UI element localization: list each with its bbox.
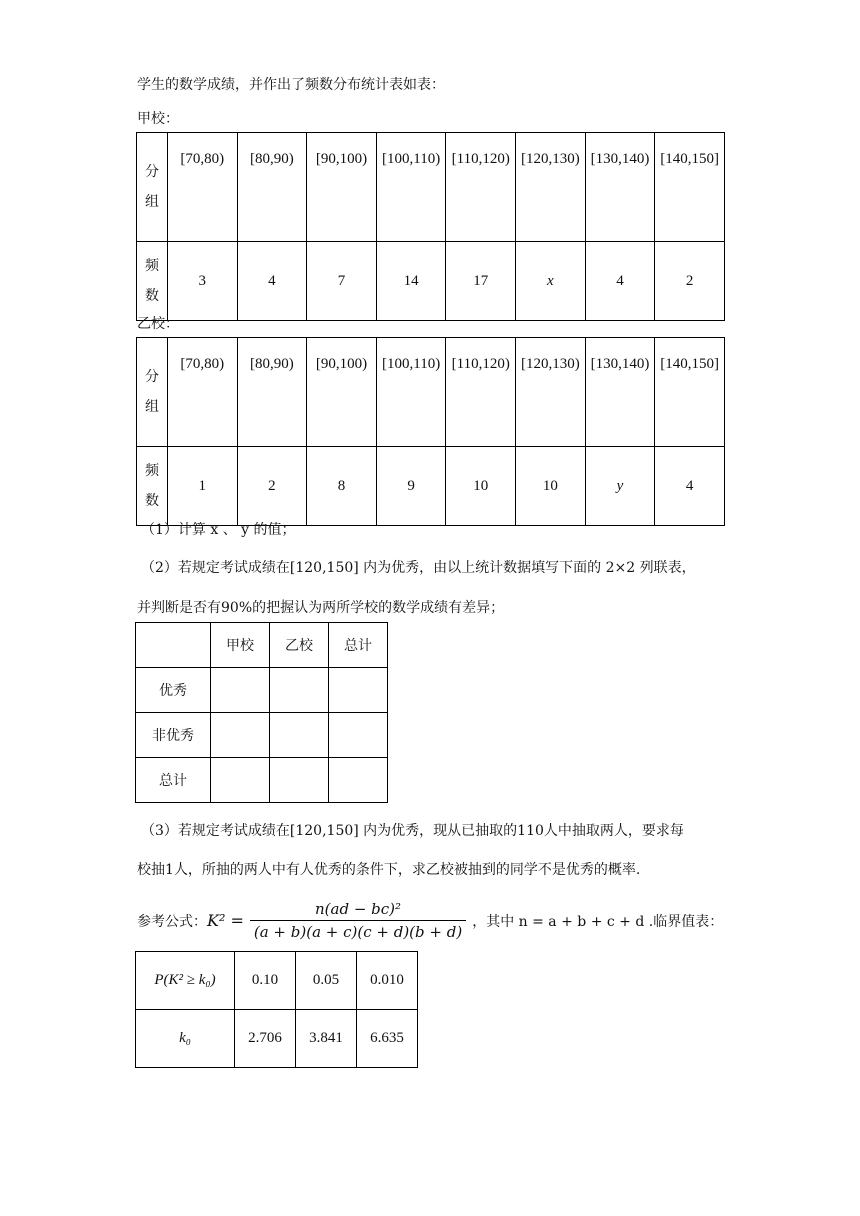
question-3-line-2: 校抽1人，所抽的两人中有人优秀的条件下，求乙校被抽到的同学不是优秀的概率. — [137, 862, 641, 878]
frequency-cell: 4 — [237, 242, 307, 321]
frequency-row-label: 频 数 — [137, 242, 168, 321]
contingency-table — [135, 622, 388, 803]
contingency-header-cell — [136, 623, 211, 668]
contingency-header-cell: 总计 — [329, 623, 388, 668]
formula-fraction — [250, 900, 466, 941]
question-1: （1）计算 x 、 y 的值； — [141, 522, 296, 538]
formula-denominator: (a + b)(a + c)(c + d)(b + d) — [250, 920, 466, 941]
group-cell: [130,140) — [585, 338, 655, 447]
group-cell: [80,90) — [237, 133, 307, 242]
contingency-header-cell: 乙校 — [270, 623, 329, 668]
frequency-cell: 4 — [655, 447, 725, 526]
contingency-blank-cell — [329, 713, 388, 758]
group-cell: [120,130) — [516, 338, 586, 447]
frequency-cell: 10 — [516, 447, 586, 526]
frequency-cell: 3 — [167, 242, 237, 321]
formula-suffix: ，其中 n = a + b + c + d .临界值表： — [472, 913, 724, 930]
contingency-blank-cell — [270, 668, 329, 713]
intro-text: 学生的数学成绩，并作出了频数分布统计表如表： — [137, 77, 445, 93]
group-row-label: 分 组 — [137, 338, 168, 447]
frequency-cell: 2 — [237, 447, 307, 526]
frequency-cell: 10 — [446, 447, 516, 526]
critical-value-cell: 6.635 — [357, 1010, 418, 1068]
frequency-cell: 17 — [446, 242, 516, 321]
frequency-cell: 4 — [585, 242, 655, 321]
frequency-cell: 9 — [376, 447, 446, 526]
group-cell: [120,130) — [516, 133, 586, 242]
contingency-header-cell: 甲校 — [211, 623, 270, 668]
group-cell: [90,100) — [307, 133, 377, 242]
contingency-blank-cell — [211, 713, 270, 758]
critical-value-cell: 3.841 — [296, 1010, 357, 1068]
contingency-blank-cell — [211, 668, 270, 713]
group-cell: [140,150] — [655, 133, 725, 242]
contingency-blank-cell — [329, 758, 388, 803]
critical-value-table — [135, 951, 418, 1068]
probability-cell: 0.10 — [235, 952, 296, 1010]
frequency-cell: 7 — [307, 242, 377, 321]
question-2-line-2: 并判断是否有90%的把握认为两所学校的数学成绩有差异； — [137, 600, 505, 616]
group-cell: [130,140) — [585, 133, 655, 242]
frequency-cell: 2 — [655, 242, 725, 321]
group-cell: [110,120) — [446, 133, 516, 242]
frequency-cell: 14 — [376, 242, 446, 321]
contingency-blank-cell — [211, 758, 270, 803]
frequency-cell: x — [516, 242, 586, 321]
contingency-row-label: 总计 — [136, 758, 211, 803]
frequency-cell: 1 — [167, 447, 237, 526]
contingency-row-label: 非优秀 — [136, 713, 211, 758]
frequency-cell: 8 — [307, 447, 377, 526]
formula-lhs: K² = — [207, 911, 244, 930]
formula-prefix: 参考公式： — [137, 913, 207, 930]
group-cell: [90,100) — [307, 338, 377, 447]
contingency-row-label: 优秀 — [136, 668, 211, 713]
group-cell: [70,80) — [167, 338, 237, 447]
probability-cell: 0.05 — [296, 952, 357, 1010]
reference-formula — [137, 900, 723, 941]
critical-value-cell: 2.706 — [235, 1010, 296, 1068]
contingency-blank-cell — [329, 668, 388, 713]
probability-cell: 0.010 — [357, 952, 418, 1010]
k0-row-label: k₀ — [136, 1010, 235, 1068]
group-row-label: 分 组 — [137, 133, 168, 242]
frequency-cell: y — [585, 447, 655, 526]
contingency-blank-cell — [270, 713, 329, 758]
group-cell: [100,110) — [376, 338, 446, 447]
contingency-blank-cell — [270, 758, 329, 803]
school-b-label: 乙校： — [137, 316, 179, 332]
school-a-label: 甲校： — [137, 111, 179, 127]
frequency-row-label: 频 数 — [137, 447, 168, 526]
group-cell: [110,120) — [446, 338, 516, 447]
school-b-frequency-table — [136, 337, 725, 526]
group-cell: [80,90) — [237, 338, 307, 447]
group-cell: [70,80) — [167, 133, 237, 242]
probability-row-label: P(K² ≥ k₀) — [136, 952, 235, 1010]
question-2-line-1: （2）若规定考试成绩在[120,150] 内为优秀，由以上统计数据填写下面的 2×2 列联表， — [141, 560, 696, 576]
school-a-frequency-table — [136, 132, 725, 321]
group-cell: [140,150] — [655, 338, 725, 447]
question-3-line-1: （3）若规定考试成绩在[120,150] 内为优秀，现从已抽取的110人中抽取两人，要求每 — [141, 823, 684, 839]
group-cell: [100,110) — [376, 133, 446, 242]
formula-numerator: n(ad − bc)² — [315, 900, 402, 918]
